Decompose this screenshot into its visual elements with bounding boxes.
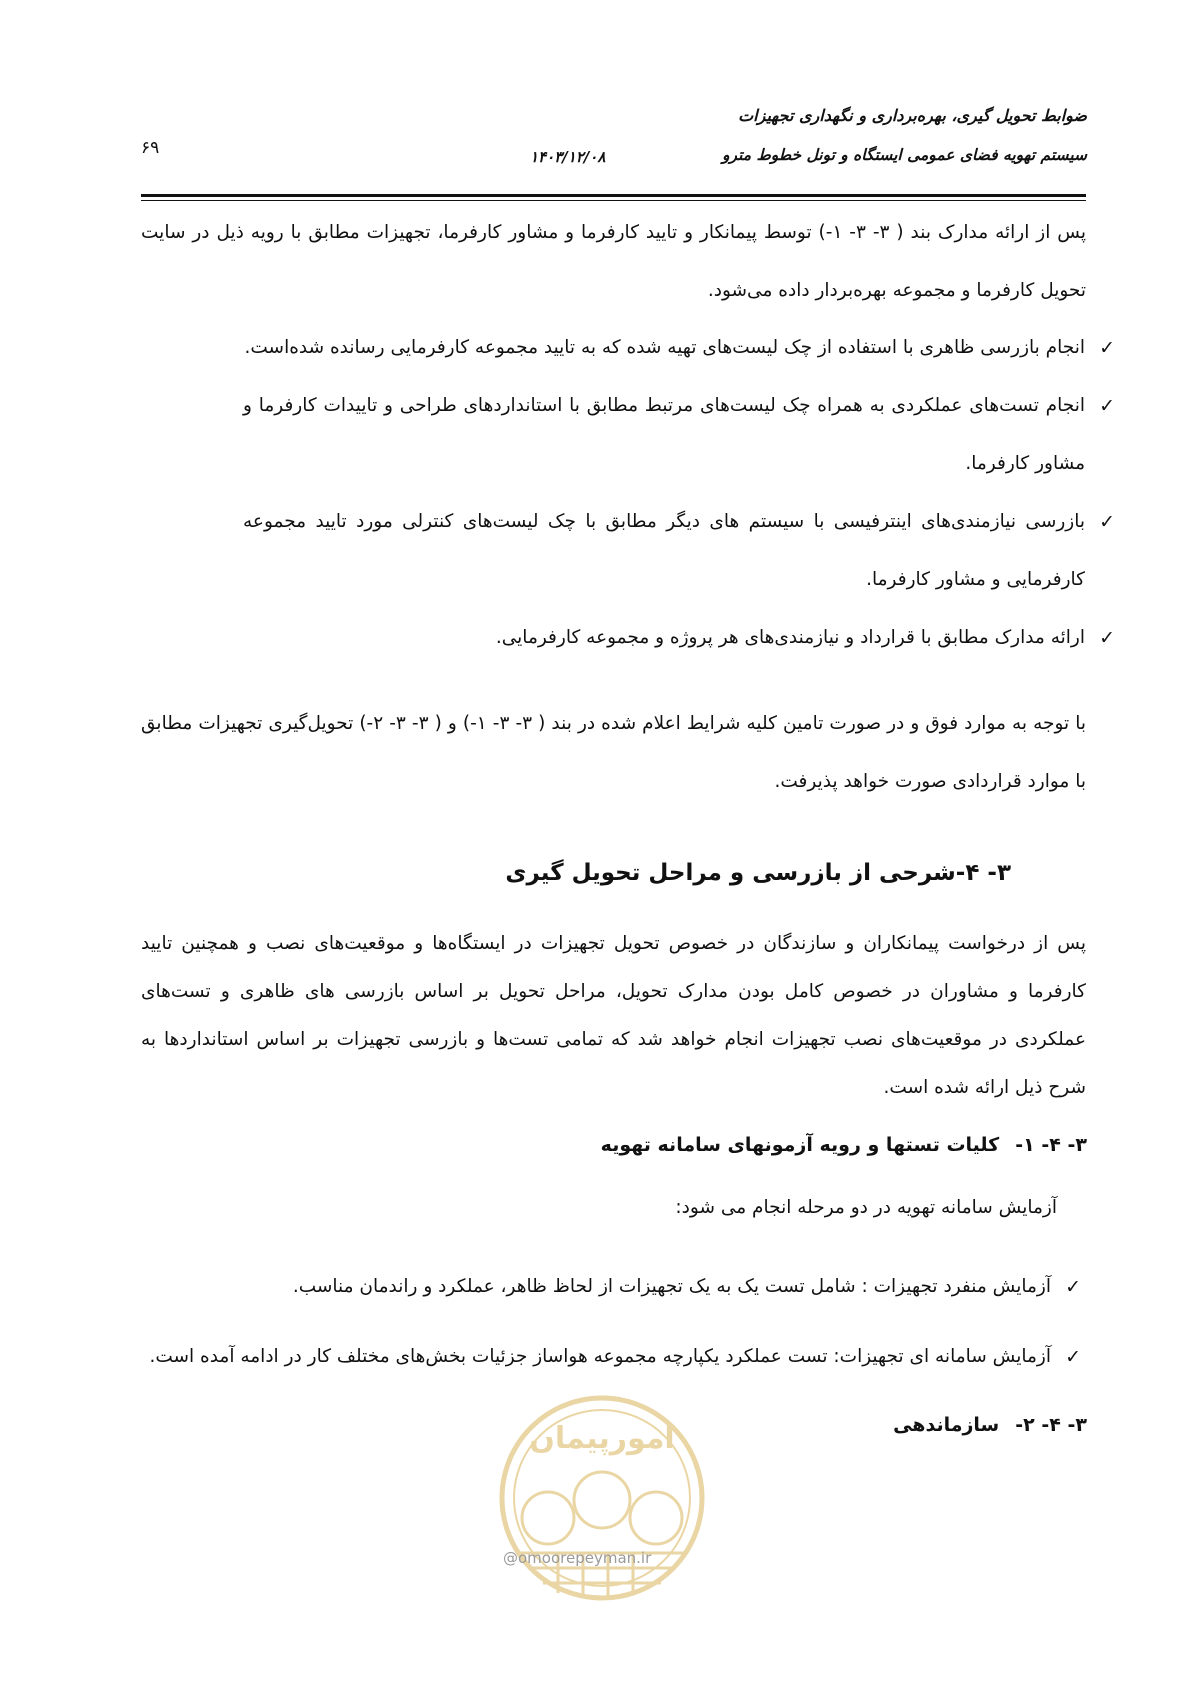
section-3-4-1-heading [601, 1134, 1087, 1156]
header-rule-thick [141, 194, 1086, 197]
test-item [133, 1328, 1081, 1386]
checklist-item [243, 377, 1115, 493]
section-3-4-heading [505, 860, 1011, 886]
delivery-paragraph: با توجه به موارد فوق و در صورت تامین کلیه شرایط اعلام شده در بند ( ۳- ۳- ۱-) و ( ۳- ۳- ۲-) تحویل‌گیری تجهیزات مطابق با موارد قراردادی صورت خواهد پذیرفت. [141, 713, 1087, 792]
section-title: کلیات تستها و رویه آزمونهای سامانه تهویه [600, 1134, 1000, 1156]
test-item [243, 1258, 1081, 1316]
section-number: ۳- ۴- ۲- [1015, 1414, 1087, 1436]
watermark-logo [488, 1388, 716, 1638]
check-icon: ✓ [1099, 395, 1115, 417]
check-icon: ✓ [1099, 627, 1115, 649]
header-rule-thin [141, 200, 1086, 201]
check-icon: ✓ [1099, 511, 1115, 533]
header-date: ۱۴۰۳/۱۲/۰۸ [530, 148, 606, 166]
header-title-line2: سیستم تهویه فضای عمومی ایستگاه و تونل خطوط مترو [722, 146, 1087, 164]
check-icon: ✓ [1065, 1276, 1081, 1298]
checklist-item [243, 319, 1115, 377]
section-title: سازماندهی [893, 1414, 1000, 1436]
section-3-4-1-intro: آزمایش سامانه تهویه در دو مرحله انجام می شود: [675, 1197, 1057, 1218]
watermark-logo-text: امورپیمان [529, 1421, 675, 1456]
intro-paragraph: پس از ارائه مدارک بند ( ۳- ۳- ۱-) توسط پیمانکار و تایید کارفرما و مشاور کارفرما، تجهیزات مطابق با رویه ذیل در سایت تحویل کارفرما و مجموعه بهره‌بردار داده می‌شود. [141, 222, 1087, 301]
checklist-item-text: انجام بازرسی ظاهری با استفاده از چک لیست‌های تهیه شده که به تایید مجموعه کارفرمایی رسانده شده‌است. [244, 337, 1085, 358]
section-3-4-2-heading [893, 1414, 1087, 1436]
header-title-line1: ضوابط تحویل گیری، بهره‌برداری و نگهداری تجهیزات [738, 106, 1087, 125]
checklist-item [243, 493, 1115, 609]
test-item-text: آزمایش سامانه ای تجهیزات: تست عملکرد یکپارچه مجموعه هواساز جزئیات بخش‌های مختلف کار در ادامه آمده است. [149, 1346, 1051, 1367]
checklist-item-text: ارائه مدارک مطابق با قرارداد و نیازمندی‌های هر پروژه و مجموعه کارفرمایی. [495, 627, 1085, 648]
section-3-4-paragraph: پس از درخواست پیمانکاران و سازندگان در خصوص تحویل تجهیزات در ایستگاه‌ها و موقعیت‌های نصب و همچنین تایید کارفرما و مشاوران در خصوص کامل بودن مدارک تحویل، مراحل تحویل بر اساس بازرسی های ظاهری و تست‌های عملکردی در موقعیت‌های نصب تجهیزات انجام خواهد شد که تمامی تست‌ها و بازرسی تجهیزات بر اساس استانداردها به شرح ذیل ارائه شده است. [141, 933, 1086, 1098]
check-icon: ✓ [1099, 337, 1115, 359]
test-item-text: آزمایش منفرد تجهیزات : شامل تست یک به یک تجهیزات از لحاظ ظاهر، عملکرد و راندمان مناسب. [292, 1276, 1051, 1297]
checklist-item-text: انجام تست‌های عملکردی به همراه چک لیست‌های مرتبط مطابق با استانداردهای طراحی و تاییدات کارفرما و مشاور کارفرما. [243, 395, 1085, 474]
section-number: ۳- ۴- [955, 860, 1011, 886]
check-icon: ✓ [1065, 1346, 1081, 1368]
checklist-item [243, 609, 1115, 667]
watermark-text: @omoorepeyman.ir [503, 1549, 652, 1567]
section-title: شرحی از بازرسی و مراحل تحویل گیری [505, 860, 956, 886]
page-number: ۶۹ [141, 138, 160, 158]
section-number: ۳- ۴- ۱- [1015, 1134, 1087, 1156]
checklist-item-text: بازرسی نیازمندی‌های اینترفیسی با سیستم های دیگر مطابق با چک لیست‌های کنترلی مورد تایید مجموعه کارفرمایی و مشاور کارفرما. [243, 511, 1085, 590]
